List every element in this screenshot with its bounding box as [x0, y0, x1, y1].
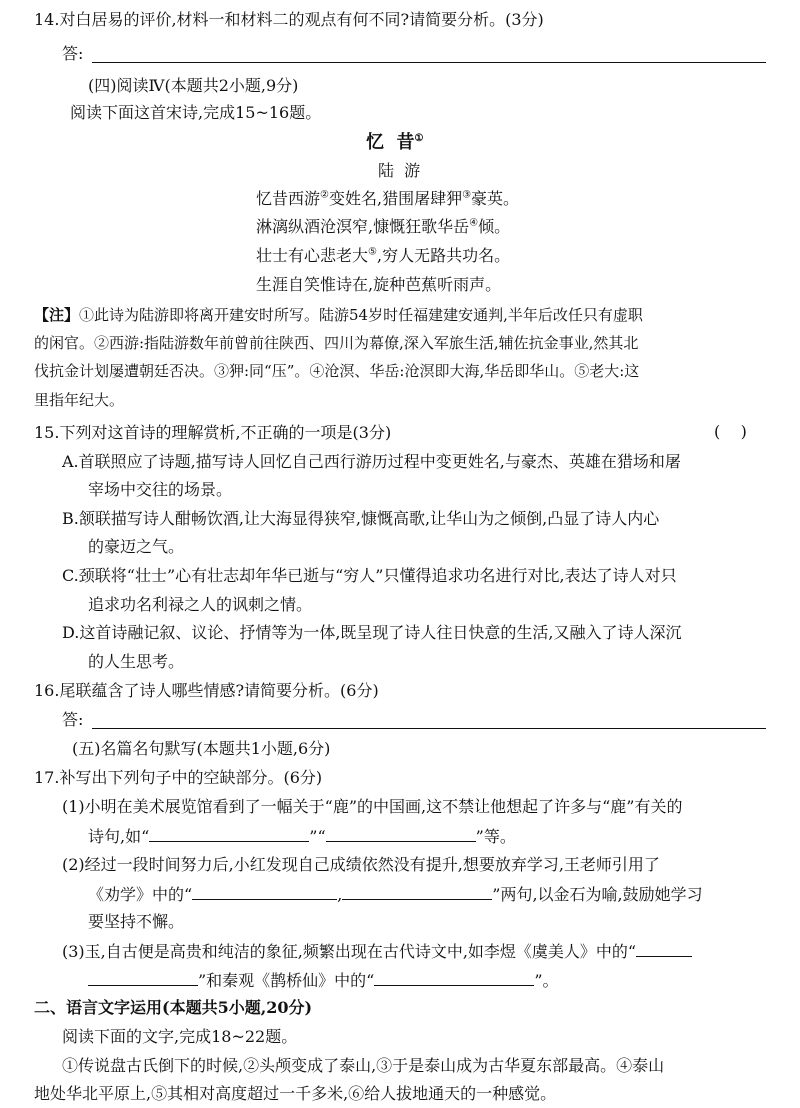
q17-s2-blank-2[interactable]: [342, 883, 492, 900]
note-line-2: 的闲官。②西游:指陆游数年前曾前往陕西、四川为幕僚,深入军旅生活,辅佐抗金事业,然其北: [34, 334, 639, 352]
q15-option-b: B.颔联描写诗人酣畅饮酒,让大海显得狭窄,慷慨高歌,让华山为之倾倒,凸显了诗人内心: [62, 509, 660, 528]
note-line-4: 里指年纪大。: [34, 391, 125, 409]
section5-title: (五)名篇名句默写(本题共1小题,6分): [72, 739, 331, 758]
q14-answer-line[interactable]: [92, 62, 766, 63]
section2-para-line2: 地处华北平原上,⑤其相对高度超过一千多米,⑥给人拔地通天的一种感觉。: [34, 1084, 557, 1103]
note-label: 【注】: [34, 306, 80, 324]
section2-title: 二、语言文字运用(本题共5小题,20分): [34, 998, 313, 1017]
poem-line-3: 壮士有心悲老大⑤,穷人无路共功名。: [256, 246, 511, 265]
q17-s1-blank-1[interactable]: [149, 825, 309, 842]
poem-title: 忆 昔①: [366, 132, 424, 153]
section2-intro: 阅读下面的文字,完成18~22题。: [62, 1027, 298, 1046]
section4-title: (四)阅读Ⅳ(本题共2小题,9分): [88, 76, 299, 95]
section4-intro: 阅读下面这首宋诗,完成15~16题。: [70, 103, 322, 122]
q14-answer-label: 答:: [62, 44, 84, 63]
poem-line-4: 生涯自笑惟诗在,旋种芭蕉听雨声。: [256, 275, 502, 294]
q15-option-b-cont: 的豪迈之气。: [88, 537, 185, 556]
section2-para-line1: ①传说盘古氏倒下的时候,②头颅变成了泰山,③于是泰山成为古华夏东部最高。④泰山: [62, 1056, 665, 1075]
q15-option-c-cont: 追求功名利禄之人的讽刺之情。: [88, 595, 313, 614]
q17-s3-blank-2[interactable]: [374, 969, 534, 986]
q17-s1-line1: (1)小明在美术展览馆看到了一幅关于“鹿”的中国画,这不禁让他想起了许多与“鹿”有关的: [62, 797, 683, 816]
q15-option-c: C.颈联将“壮士”心有壮志却年华已逝与“穷人”只懂得追求功名进行对比,表达了诗人对只: [62, 566, 677, 585]
q17-s3-blank-1[interactable]: [636, 940, 692, 957]
q16-answer-label: 答:: [62, 710, 84, 729]
poem-line-2: 淋漓纵酒沧溟窄,慷慨狂歌华岳④倾。: [256, 217, 511, 236]
q17-question: 17.补写出下列句子中的空缺部分。(6分): [34, 768, 323, 787]
q16-answer-line[interactable]: [92, 728, 766, 729]
q15-option-a-cont: 宰场中交往的场景。: [88, 480, 233, 499]
q17-s3-blank-1-cont[interactable]: [88, 969, 198, 986]
q15-option-d-cont: 的人生思考。: [88, 652, 185, 671]
poem-line-1: 忆昔西游②变姓名,猎围屠肆狎③豪英。: [256, 189, 520, 208]
q17-s2-line3: 要坚持不懈。: [88, 912, 185, 931]
q15-option-a: A.首联照应了诗题,描写诗人回忆自己西行游历过程中变更姓名,与豪杰、英雄在猎场和屠: [62, 452, 681, 471]
q17-s2-line1: (2)经过一段时间努力后,小红发现自己成绩依然没有提升,想要放弃学习,王老师引用了: [62, 855, 660, 874]
q17-s2-line2: 《劝学》中的“ , ”两句,以金石为喻,鼓励她学习: [88, 885, 703, 904]
q17-s1-line2: 诗句,如“ ”“ ”等。: [88, 827, 516, 846]
q17-s3-line1: (3)玉,自古便是高贵和纯洁的象征,频繁出现在古代诗文中,如李煜《虞美人》中的“: [62, 940, 692, 963]
q15-question: 15.下列对这首诗的理解赏析,不正确的一项是(3分): [34, 423, 392, 442]
note-line-1: 【注】①此诗为陆游即将离开建安时所写。陆游54岁时任福建建安通判,半年后改任只有虚职: [34, 306, 643, 324]
q15-answer-bracket[interactable]: ( ): [714, 422, 747, 441]
note-line-3: 伐抗金计划屡遭朝廷否决。③狎:同“压”。④沧溟、华岳:沧溟即大海,华岳即华山。⑤老大:这: [34, 362, 640, 380]
q17-s2-blank-1[interactable]: [192, 883, 337, 900]
poem-author: 陆 游: [378, 161, 421, 180]
q15-option-d: D.这首诗融记叙、议论、抒情等为一体,既呈现了诗人往日快意的生活,又融入了诗人深沉: [62, 623, 682, 642]
q14-question: 14.对白居易的评价,材料一和材料二的观点有何不同?请简要分析。(3分): [34, 10, 544, 29]
q17-s1-blank-2[interactable]: [326, 825, 476, 842]
q16-question: 16.尾联蕴含了诗人哪些情感?请简要分析。(6分): [34, 681, 379, 700]
q17-s3-line2: ”和秦观《鹊桥仙》中的“ ”。: [88, 969, 559, 992]
